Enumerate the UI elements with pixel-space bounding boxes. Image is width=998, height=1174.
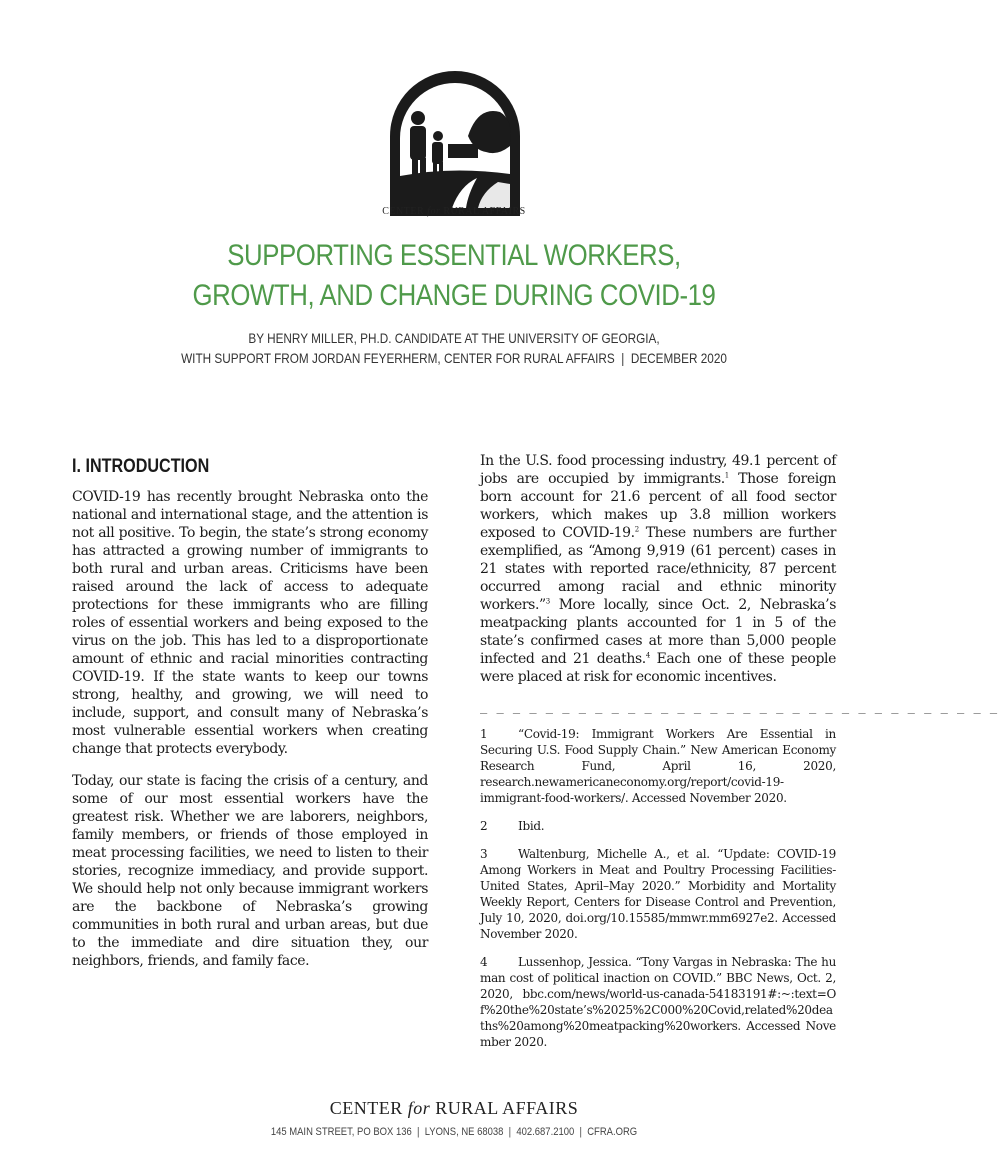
footnote-ref-3[interactable]: 3 bbox=[545, 597, 550, 606]
footnote-2: 2 Ibid. bbox=[480, 819, 545, 833]
right-column bbox=[480, 452, 998, 1062]
title-line-2: GROWTH, AND CHANGE DURING COVID-19 bbox=[192, 279, 716, 312]
footnote-1: 1 “Covid-19: Immigrant Workers Are Essential in Securing U.S. Food Supply Chain.” New American Economy Research Fund, April 16, 2020, research.newamericaneconomy.org/report/covid-19-immigrant-food-workers/. Accessed November 2020. bbox=[480, 727, 836, 805]
footnote-4: 4 Lussenhop, Jessica. “Tony Vargas in Nebraska: The human cost of political inaction on COVID.” BBC News, Oct. 2, 2020, bbc.com/news/world-us-canada-54183191#:~:text=Of%20the%20state’s%2025%2C000%20Covid,related%20deaths%20among%20meatpacking%20workers. Accessed November 2020. bbox=[480, 955, 836, 1049]
intro-paragraph-3: In the U.S. food processing industry, 49.1 percent of jobs are occupied by immigrants.$^1$ Those foreign born account for 21.6 percent of all food sector workers, which makes up 3.8 million workers exposed to COVID-19.$^2$ These numbers are further exemplified, as “Among 9,919 (61 percent) cases in 21 states with reported race/ethnicity, 87 percent occurred among racial and ethnic minority workers.”$^3$ More locally, since Oct. 2, Nebraska’s meatpacking plants accounted for 1 in 5 of the state’s confirmed cases at more than 5,000 people infected and 21 deaths.$^4$ Each one of these people were placed at risk for economic incentives. bbox=[480, 453, 836, 685]
intro-paragraph-1: COVID-19 has recently brought Nebraska onto the national and international stage, and the attention is not all positive. To begin, the state’s strong economy has attracted a growing number of immigrants to both rural and urban areas. Criticisms have been raised around the lack of access to adequate protections for these immigrants who are filling roles of essential workers and being exposed to the virus on the job. This has led to a disproportionate amount of ethnic and racial minorities contracting COVID-19. If the state wants to keep our towns strong, healthy, and growing, we will need to include, support, and consult many of Nebraska’s most vulnerable essential workers when creating change that protects everybody. bbox=[72, 489, 428, 757]
left-column bbox=[72, 456, 428, 984]
footnote-ref-1[interactable]: 1 bbox=[724, 471, 729, 480]
document-title bbox=[64, 236, 845, 316]
org-logo bbox=[382, 66, 528, 222]
footnote-ref-4[interactable]: 4 bbox=[645, 651, 650, 660]
byline-line-1: BY HENRY MILLER, PH.D. CANDIDATE AT THE UNIVERSITY OF GEORGIA, bbox=[248, 330, 660, 346]
byline-line-2: WITH SUPPORT FROM JORDAN FEYERHERM, CENTER FOR RURAL AFFAIRS | DECEMBER 2020 bbox=[181, 350, 727, 366]
section-heading: I. INTRODUCTION bbox=[72, 456, 210, 477]
footnote-3: 3 Waltenburg, Michelle A., et al. “Update: COVID-19 Among Workers in Meat and Poultry Processing Facilities-United States, April–May 2020.” Morbidity and Mortality Weekly Report, Centers for Disease Control and Prevention, July 10, 2020, doi.org/10.15585/mmwr.mm6927e2. Accessed November 2020. bbox=[480, 847, 836, 941]
footer-org-name: CENTER for RURAL AFFAIRS bbox=[329, 1098, 579, 1118]
byline bbox=[73, 328, 836, 368]
footnote-ref-2[interactable]: 2 bbox=[634, 525, 639, 534]
logo-org-name: CENTER for RURAL AFFAIRS bbox=[382, 206, 526, 217]
title-line-1: SUPPORTING ESSENTIAL WORKERS, bbox=[227, 239, 681, 272]
intro-paragraph-2: Today, our state is facing the crisis of a century, and some of our most essential workers have the greatest risk. Whether we are laborers, neighbors, family members, or friends of those employed in meat processing facilities, we need to listen to their stories, recognize immediacy, and provide support. We should help not only because immigrant workers are the backbone of Nebraska’s growing communities in both rural and urban areas, but due to the immediate and dire situation they, our neighbors, friends, and family face. bbox=[72, 773, 428, 969]
footer-address: 145 MAIN STREET, PO BOX 136 | LYONS, NE 68038 | 402.687.2100 | CFRA.ORG bbox=[270, 1126, 638, 1138]
footnote-divider: _ _ _ _ _ _ _ _ _ _ _ _ _ _ _ _ _ _ _ _ _ _ _ _ _ _ _ _ _ _ _ _ bbox=[480, 700, 998, 714]
